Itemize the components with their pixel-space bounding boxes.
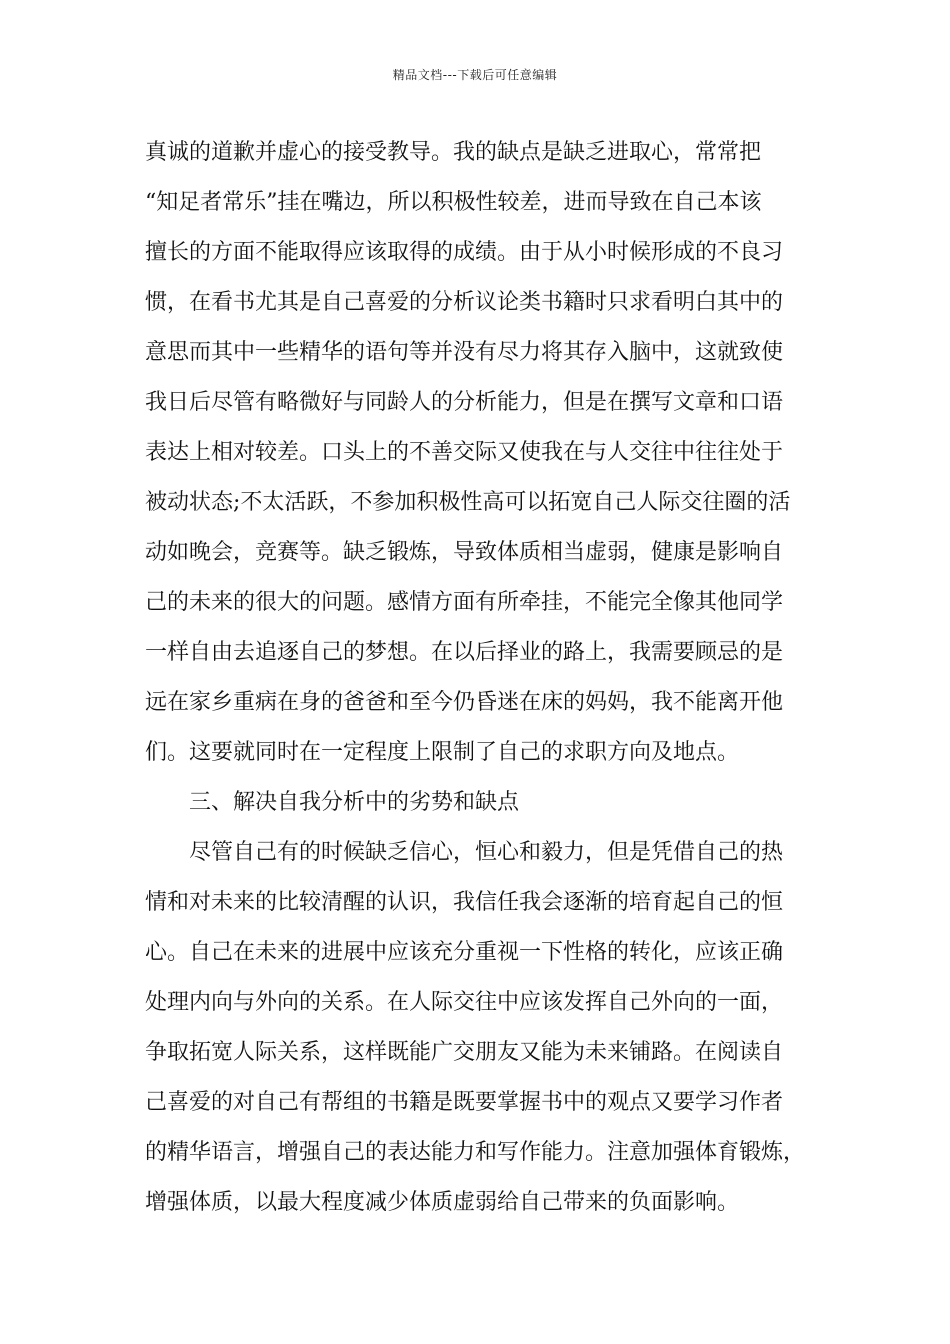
text-line: 意思而其中一些精华的语句等并没有尽力将其存入脑中，这就致使 bbox=[145, 340, 784, 365]
document-body bbox=[145, 128, 825, 1228]
text-line: “知足者常乐”挂在嘴边，所以积极性较差，进而导致在自己本该 bbox=[145, 190, 762, 215]
text-line: 我日后尽管有略微好与同龄人的分析能力，但是在撰写文章和口语 bbox=[145, 390, 784, 415]
text-line: 尽管自己有的时候缺乏信心，恒心和毅力，但是凭借自己的热 bbox=[189, 840, 784, 865]
text-line: 己喜爱的对自己有帮组的书籍是既要掌握书中的观点又要学习作者 bbox=[145, 1090, 784, 1115]
text-line: 远在家乡重病在身的爸爸和至今仍昏迷在床的妈妈，我不能离开他 bbox=[145, 690, 784, 715]
text-line: 动如晚会，竞赛等。缺乏锻炼，导致体质相当虚弱，健康是影响自 bbox=[145, 540, 784, 565]
page-header: 精品文档---下载后可任意编辑 bbox=[392, 68, 558, 82]
text-line: 惯，在看书尤其是自己喜爱的分析议论类书籍时只求看明白其中的 bbox=[145, 290, 784, 315]
text-line: 的精华语言，增强自己的表达能力和写作能力。注意加强体育锻炼， bbox=[145, 1140, 806, 1165]
text-line: 被动状态;不太活跃，不参加积极性高可以拓宽自己人际交往圈的活 bbox=[145, 490, 791, 515]
text-line: 处理内向与外向的关系。在人际交往中应该发挥自己外向的一面， bbox=[145, 990, 784, 1015]
text-line: 心。自己在未来的进展中应该充分重视一下性格的转化，应该正确 bbox=[145, 940, 784, 965]
text-line: 增强体质，以最大程度减少体质虚弱给自己带来的负面影响。 bbox=[145, 1190, 740, 1215]
text-line: 争取拓宽人际关系，这样既能广交朋友又能为未来铺路。在阅读自 bbox=[145, 1040, 784, 1065]
text-line: 己的未来的很大的问题。感情方面有所牵挂，不能完全像其他同学 bbox=[145, 590, 784, 615]
text-line: 情和对未来的比较清醒的认识，我信任我会逐渐的培育起自己的恒 bbox=[145, 890, 784, 915]
text-line: 一样自由去追逐自己的梦想。在以后择业的路上，我需要顾忌的是 bbox=[145, 640, 784, 665]
section-heading: 三、解决自我分析中的劣势和缺点 bbox=[189, 790, 520, 815]
text-line: 们。这要就同时在一定程度上限制了自己的求职方向及地点。 bbox=[145, 740, 740, 765]
text-line: 表达上相对较差。口头上的不善交际又使我在与人交往中往往处于 bbox=[145, 440, 784, 465]
text-line: 真诚的道歉并虚心的接受教导。我的缺点是缺乏进取心，常常把 bbox=[145, 140, 762, 165]
text-line: 擅长的方面不能取得应该取得的成绩。由于从小时候形成的不良习 bbox=[145, 240, 784, 265]
